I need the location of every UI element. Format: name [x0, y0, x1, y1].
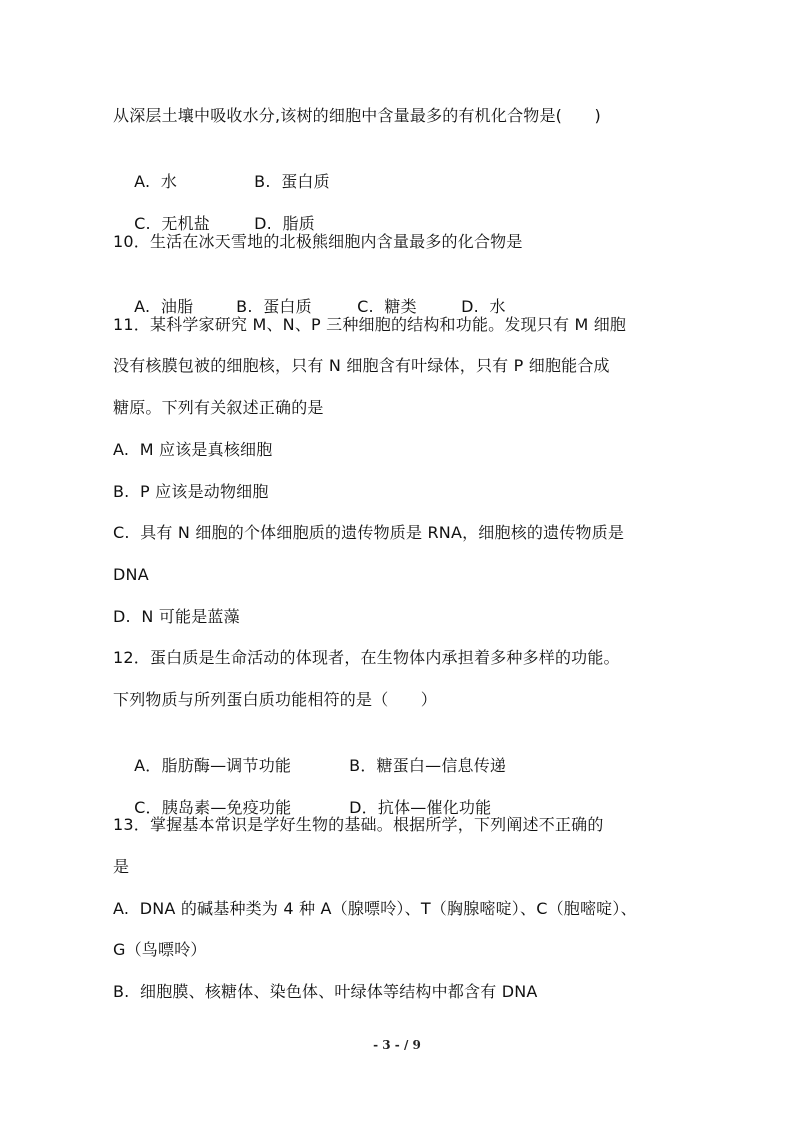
q11-option-d: D. N 可能是蓝藻: [113, 607, 240, 626]
q9-option-c: C. 无机盐: [134, 214, 210, 233]
q13-option-b: B. 细胞膜、核糖体、染色体、叶绿体等结构中都含有 DNA: [113, 982, 538, 1001]
q12-option-c: C．胰岛素—免疫功能: [134, 798, 292, 817]
q13-stem-line-1: 13．掌握基本常识是学好生物的基础。根据所学，下列阐述不正确的: [113, 815, 604, 834]
q11-option-a: A. M 应该是真核细胞: [113, 440, 273, 459]
q10-option-b: B. 蛋白质: [236, 297, 312, 316]
q9-option-b: B. 蛋白质: [254, 172, 330, 191]
q9-stem-tail: 从深层土壤中吸收水分,该树的细胞中含量最多的有机化合物是( ): [113, 106, 601, 125]
q11-stem-line-2: 没有核膜包被的细胞核，只有 N 细胞含有叶绿体，只有 P 细胞能合成: [113, 356, 610, 375]
q13-stem-line-2: 是: [113, 857, 130, 876]
q10-option-a: A. 油脂: [134, 297, 194, 316]
q11-option-c-line-1: C. 具有 N 细胞的个体细胞质的遗传物质是 RNA，细胞核的遗传物质是: [113, 523, 625, 542]
q10-option-d: D. 水: [461, 297, 506, 316]
q12-stem-line-2: 下列物质与所列蛋白质功能相符的是（ ）: [113, 690, 438, 709]
q12-option-d: D．抗体—催化功能: [349, 798, 492, 817]
q11-option-b: B. P 应该是动物细胞: [113, 482, 269, 501]
q10-stem: 10．生活在冰天雪地的北极熊细胞内含量最多的化合物是: [113, 232, 523, 251]
q11-stem-line-3: 糖原。下列有关叙述正确的是: [113, 398, 324, 417]
q13-option-a-line-1: A. DNA 的碱基种类为 4 种 A（腺嘌呤）、T（胸腺嘧啶）、C（胞嘧啶）、: [113, 899, 637, 918]
q12-option-b: B．糖蛋白—信息传递: [349, 756, 507, 775]
q10-option-c: C. 糖类: [357, 297, 417, 316]
q13-option-a-line-2: G（鸟嘌呤）: [113, 940, 207, 959]
q11-stem-line-1: 11．某科学家研究 M、N、P 三种细胞的结构和功能。发现只有 M 细胞: [113, 315, 627, 334]
q11-option-c-line-2: DNA: [113, 565, 149, 584]
q9-option-a: A. 水: [134, 172, 178, 191]
q12-option-a: A．脂肪酶—调节功能: [134, 756, 292, 775]
page-number: - 3 - / 9: [373, 1038, 421, 1052]
q12-stem-line-1: 12．蛋白质是生命活动的体现者，在生物体内承担着多种多样的功能。: [113, 648, 620, 667]
q9-option-d: D. 脂质: [254, 214, 315, 233]
